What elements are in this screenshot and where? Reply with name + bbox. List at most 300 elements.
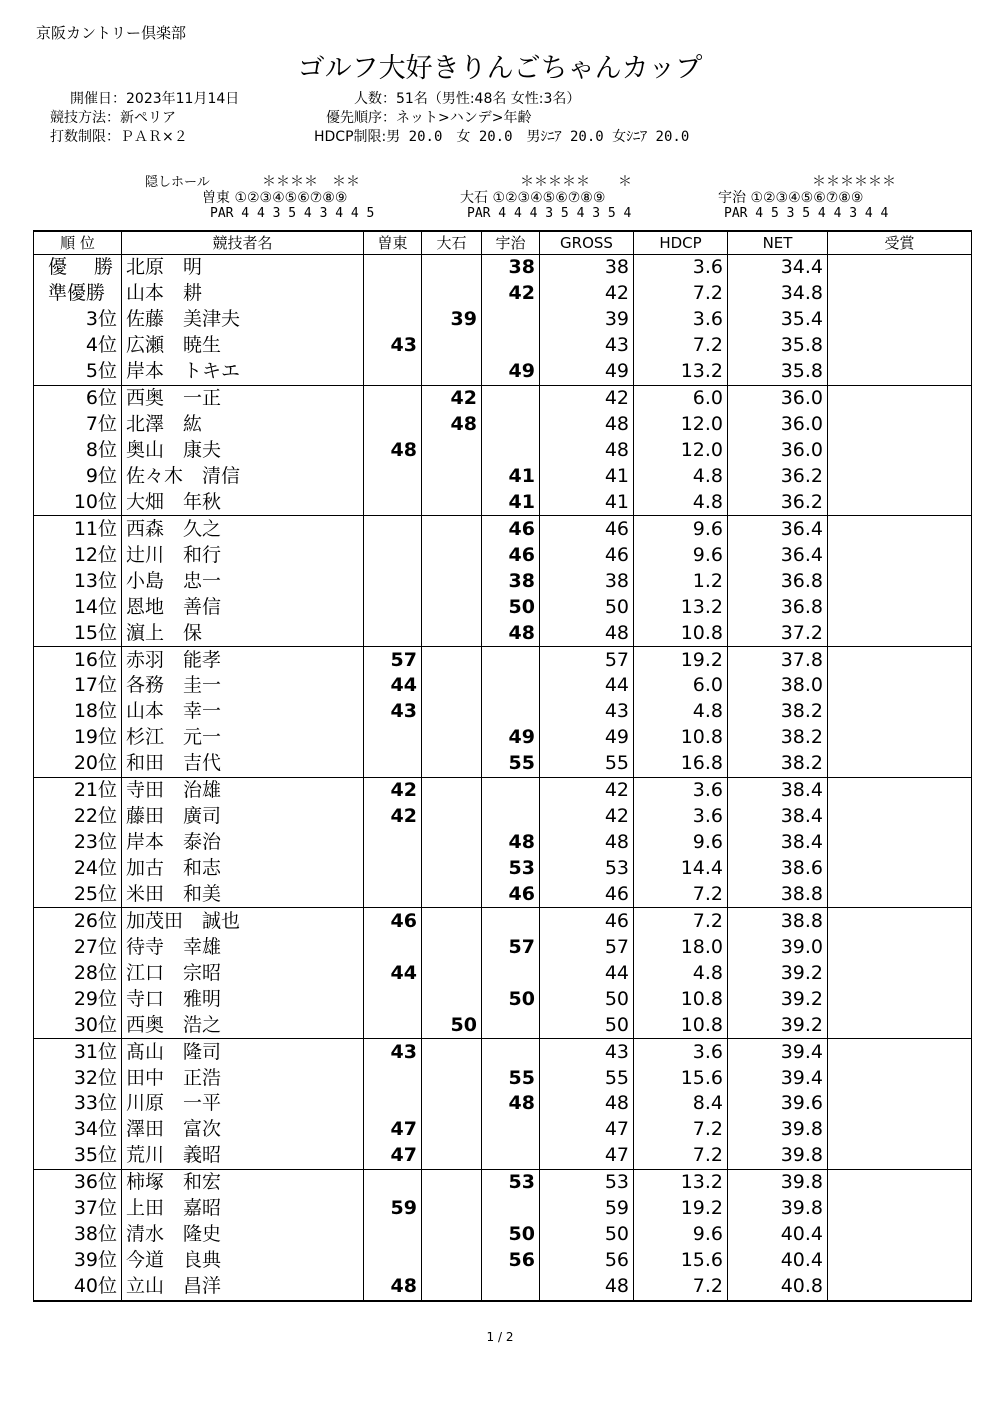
hdcp-value: 19.2 — [634, 1196, 728, 1222]
rank-cell: 26位 — [34, 908, 122, 934]
rank-cell: 12位 — [34, 542, 122, 568]
rank-cell: 30位 — [34, 1012, 122, 1038]
uji-score — [482, 647, 540, 673]
ooishi-score — [422, 516, 482, 542]
name-cell: 米田 和美 — [122, 882, 364, 908]
table-row — [34, 882, 972, 908]
net-score: 39.8 — [728, 1117, 828, 1143]
rank-cell: 27位 — [34, 934, 122, 960]
course-ooishi-par: PAR 4 4 4 3 5 4 3 5 4 — [467, 206, 632, 221]
rank-cell: 20位 — [34, 751, 122, 777]
hdcp-value: 18.0 — [634, 934, 728, 960]
gross-score: 38 — [540, 568, 634, 594]
hdcp-value: 16.8 — [634, 751, 728, 777]
sotou-score: 46 — [364, 908, 422, 934]
course-ooishi-hole-marks: ①②③④⑤⑥⑦⑧⑨ — [492, 190, 606, 206]
net-score: 39.8 — [728, 1143, 828, 1169]
rank-cell: 優 勝 — [34, 255, 122, 281]
award-cell — [828, 516, 972, 542]
table-row — [34, 934, 972, 960]
name-cell: 和田 吉代 — [122, 751, 364, 777]
table-row — [34, 255, 972, 281]
ooishi-score — [422, 1248, 482, 1274]
uji-score: 53 — [482, 856, 540, 882]
name-cell: 澤田 富次 — [122, 1117, 364, 1143]
net-score: 38.2 — [728, 725, 828, 751]
rank-cell: 3位 — [34, 307, 122, 333]
award-cell — [828, 725, 972, 751]
name-cell: 大畑 年秋 — [122, 489, 364, 515]
ooishi-score: 39 — [422, 307, 482, 333]
net-score: 36.0 — [728, 412, 828, 438]
ooishi-score — [422, 594, 482, 620]
net-score: 35.8 — [728, 359, 828, 385]
hdcp-value: 13.2 — [634, 594, 728, 620]
table-row — [34, 1196, 972, 1222]
gross-score: 55 — [540, 1065, 634, 1091]
hdcp-value: 15.6 — [634, 1065, 728, 1091]
name-cell: 辻川 和行 — [122, 542, 364, 568]
net-score: 37.8 — [728, 647, 828, 673]
uji-score: 41 — [482, 489, 540, 515]
hdcp-value: 14.4 — [634, 856, 728, 882]
award-cell — [828, 986, 972, 1012]
hdcp-value: 9.6 — [634, 516, 728, 542]
gross-score: 41 — [540, 489, 634, 515]
name-cell: 髙山 隆司 — [122, 1039, 364, 1065]
table-row — [34, 333, 972, 359]
award-cell — [828, 1143, 972, 1169]
rank-cell: 4位 — [34, 333, 122, 359]
table-row — [34, 1065, 972, 1091]
hdcp-value: 4.8 — [634, 464, 728, 490]
gross-score: 59 — [540, 1196, 634, 1222]
uji-score: 48 — [482, 1091, 540, 1117]
info-count-row — [354, 88, 580, 108]
sotou-score — [364, 568, 422, 594]
table-row — [34, 359, 972, 385]
uji-score — [482, 777, 540, 803]
rank-cell: 14位 — [34, 594, 122, 620]
name-cell: 川原 一平 — [122, 1091, 364, 1117]
header-uji: 宇治 — [482, 231, 540, 255]
ooishi-score — [422, 359, 482, 385]
rank-cell: 9位 — [34, 464, 122, 490]
gross-score: 43 — [540, 699, 634, 725]
name-cell: 寺田 治雄 — [122, 777, 364, 803]
info-date-row — [70, 88, 239, 108]
uji-score: 49 — [482, 725, 540, 751]
sotou-score — [364, 751, 422, 777]
sotou-score — [364, 882, 422, 908]
sotou-score: 47 — [364, 1117, 422, 1143]
gross-score: 50 — [540, 1012, 634, 1038]
uji-score: 38 — [482, 255, 540, 281]
gross-score: 42 — [540, 281, 634, 307]
net-score: 39.6 — [728, 1091, 828, 1117]
name-cell: 岸本 泰治 — [122, 830, 364, 856]
sotou-score — [364, 385, 422, 411]
hdcp-value: 7.2 — [634, 1274, 728, 1301]
net-score: 38.4 — [728, 777, 828, 803]
rank-cell: 18位 — [34, 699, 122, 725]
gross-score: 48 — [540, 1274, 634, 1301]
table-row — [34, 594, 972, 620]
ooishi-score — [422, 1222, 482, 1248]
uji-score: 50 — [482, 986, 540, 1012]
table-row — [34, 1117, 972, 1143]
table-row — [34, 307, 972, 333]
ooishi-score — [422, 1065, 482, 1091]
award-cell — [828, 1222, 972, 1248]
net-score: 36.8 — [728, 594, 828, 620]
gross-score: 44 — [540, 960, 634, 986]
gross-score: 44 — [540, 673, 634, 699]
name-cell: 恩地 善信 — [122, 594, 364, 620]
sotou-score — [364, 359, 422, 385]
sotou-score — [364, 856, 422, 882]
net-score: 36.4 — [728, 542, 828, 568]
ooishi-score: 42 — [422, 385, 482, 411]
sotou-score: 44 — [364, 673, 422, 699]
gross-score: 42 — [540, 804, 634, 830]
award-cell — [828, 281, 972, 307]
hidden-stars-uji: ＊＊＊＊＊＊ — [812, 174, 896, 190]
rank-cell: 32位 — [34, 1065, 122, 1091]
table-row — [34, 489, 972, 515]
table-row — [34, 1012, 972, 1038]
name-cell: 西奥 一正 — [122, 385, 364, 411]
hdcp-value: 10.8 — [634, 620, 728, 646]
net-score: 36.2 — [728, 464, 828, 490]
info-hdcp-row — [314, 126, 689, 146]
gross-score: 43 — [540, 333, 634, 359]
table-row — [34, 542, 972, 568]
uji-score — [482, 804, 540, 830]
gross-score: 39 — [540, 307, 634, 333]
ooishi-score — [422, 882, 482, 908]
net-score: 38.8 — [728, 908, 828, 934]
net-score: 38.8 — [728, 882, 828, 908]
gross-score: 48 — [540, 830, 634, 856]
hdcp-value: 13.2 — [634, 359, 728, 385]
name-cell: 濵上 保 — [122, 620, 364, 646]
award-cell — [828, 359, 972, 385]
table-row — [34, 751, 972, 777]
uji-score — [482, 1143, 540, 1169]
sotou-score — [364, 542, 422, 568]
sotou-score — [364, 1248, 422, 1274]
course-uji-par: PAR 4 5 3 5 4 4 3 4 4 — [724, 206, 889, 221]
name-cell: 赤羽 能孝 — [122, 647, 364, 673]
ooishi-score — [422, 1196, 482, 1222]
ooishi-score — [422, 438, 482, 464]
gross-score: 53 — [540, 856, 634, 882]
hdcp-value: 7.2 — [634, 908, 728, 934]
sotou-score — [364, 1012, 422, 1038]
uji-score: 46 — [482, 542, 540, 568]
net-score: 37.2 — [728, 620, 828, 646]
course-sotou-hole-marks: ①②③④⑤⑥⑦⑧⑨ — [234, 190, 348, 206]
results-table — [33, 230, 972, 1302]
uji-score: 57 — [482, 934, 540, 960]
rank-cell: 15位 — [34, 620, 122, 646]
net-score: 35.8 — [728, 333, 828, 359]
rank-cell: 17位 — [34, 673, 122, 699]
sotou-score — [364, 725, 422, 751]
table-row — [34, 725, 972, 751]
uji-score — [482, 1039, 540, 1065]
sotou-score — [364, 1169, 422, 1195]
rank-cell: 19位 — [34, 725, 122, 751]
award-cell — [828, 1274, 972, 1301]
name-cell: 奥山 康夫 — [122, 438, 364, 464]
course-uji-holes — [718, 187, 863, 207]
uji-score — [482, 307, 540, 333]
table-row — [34, 960, 972, 986]
ooishi-score — [422, 830, 482, 856]
uji-score — [482, 385, 540, 411]
ooishi-score — [422, 856, 482, 882]
ooishi-score — [422, 908, 482, 934]
name-cell: 北澤 紘 — [122, 412, 364, 438]
hdcp-value: 9.6 — [634, 830, 728, 856]
sotou-score — [364, 255, 422, 281]
table-row — [34, 699, 972, 725]
table-row — [34, 385, 972, 411]
gross-score: 38 — [540, 255, 634, 281]
header-hdcp: HDCP — [634, 231, 728, 255]
ooishi-score — [422, 542, 482, 568]
uji-score — [482, 1274, 540, 1301]
ooishi-score — [422, 647, 482, 673]
award-cell — [828, 934, 972, 960]
ooishi-score — [422, 464, 482, 490]
rank-cell: 準優勝 — [34, 281, 122, 307]
sotou-score: 42 — [364, 804, 422, 830]
gross-score: 42 — [540, 385, 634, 411]
table-row — [34, 1169, 972, 1195]
table-row — [34, 1143, 972, 1169]
uji-score — [482, 438, 540, 464]
gross-score: 47 — [540, 1117, 634, 1143]
ooishi-score — [422, 1117, 482, 1143]
name-cell: 今道 良典 — [122, 1248, 364, 1274]
net-score: 40.8 — [728, 1274, 828, 1301]
sotou-score: 43 — [364, 333, 422, 359]
info-date-label: 開催日： — [70, 91, 126, 107]
info-count-label: 人数： — [354, 91, 396, 107]
award-cell — [828, 856, 972, 882]
info-date: 2023年11月14日 — [126, 91, 240, 107]
rank-cell: 33位 — [34, 1091, 122, 1117]
award-cell — [828, 960, 972, 986]
course-sotou-name: 曽東 — [202, 190, 230, 206]
award-cell — [828, 1248, 972, 1274]
uji-score: 46 — [482, 882, 540, 908]
net-score: 35.4 — [728, 307, 828, 333]
rank-cell: 24位 — [34, 856, 122, 882]
uji-score: 41 — [482, 464, 540, 490]
table-row — [34, 568, 972, 594]
table-row — [34, 438, 972, 464]
rank-cell: 35位 — [34, 1143, 122, 1169]
hdcp-value: 7.2 — [634, 1143, 728, 1169]
uji-score — [482, 412, 540, 438]
ooishi-score — [422, 568, 482, 594]
hdcp-value: 3.6 — [634, 804, 728, 830]
ooishi-score — [422, 281, 482, 307]
ooishi-score — [422, 725, 482, 751]
name-cell: 西奥 浩之 — [122, 1012, 364, 1038]
hidden-holes-label: 隠しホール — [145, 175, 210, 190]
award-cell — [828, 568, 972, 594]
course-sotou-holes — [202, 187, 347, 207]
table-row — [34, 1039, 972, 1065]
info-count: 51名（男性:48名 女性:3名） — [396, 91, 581, 107]
name-cell: 寺口 雅明 — [122, 986, 364, 1012]
rank-cell: 16位 — [34, 647, 122, 673]
ooishi-score — [422, 751, 482, 777]
name-cell: 加茂田 誠也 — [122, 908, 364, 934]
award-cell — [828, 1012, 972, 1038]
sotou-score — [364, 489, 422, 515]
name-cell: 北原 明 — [122, 255, 364, 281]
hdcp-value: 13.2 — [634, 1169, 728, 1195]
uji-score — [482, 1196, 540, 1222]
name-cell: 佐藤 美津夫 — [122, 307, 364, 333]
ooishi-score — [422, 1039, 482, 1065]
rank-cell: 25位 — [34, 882, 122, 908]
rank-cell: 28位 — [34, 960, 122, 986]
uji-score: 50 — [482, 594, 540, 620]
gross-score: 42 — [540, 777, 634, 803]
course-uji-name: 宇治 — [718, 190, 746, 206]
uji-score: 55 — [482, 751, 540, 777]
sotou-score: 43 — [364, 699, 422, 725]
table-row — [34, 673, 972, 699]
net-score: 38.2 — [728, 699, 828, 725]
award-cell — [828, 699, 972, 725]
table-header-row — [34, 231, 972, 255]
gross-score: 48 — [540, 620, 634, 646]
name-cell: 山本 耕 — [122, 281, 364, 307]
award-cell — [828, 1065, 972, 1091]
award-cell — [828, 1117, 972, 1143]
hidden-stars-sotou: ＊＊＊＊ ＊＊ — [262, 174, 360, 190]
award-cell — [828, 307, 972, 333]
info-limit: ＰＡＲ×２ — [120, 129, 188, 145]
rank-cell: 10位 — [34, 489, 122, 515]
table-row — [34, 1248, 972, 1274]
table-row — [34, 516, 972, 542]
ooishi-score — [422, 1143, 482, 1169]
hdcp-value: 9.6 — [634, 1222, 728, 1248]
sotou-score — [364, 307, 422, 333]
ooishi-score — [422, 960, 482, 986]
hdcp-value: 1.2 — [634, 568, 728, 594]
header-net: NET — [728, 231, 828, 255]
ooishi-score — [422, 699, 482, 725]
award-cell — [828, 333, 972, 359]
net-score: 36.2 — [728, 489, 828, 515]
hdcp-value: 7.2 — [634, 1117, 728, 1143]
gross-score: 49 — [540, 359, 634, 385]
award-cell — [828, 908, 972, 934]
name-cell: 清水 隆史 — [122, 1222, 364, 1248]
sotou-score: 57 — [364, 647, 422, 673]
uji-score: 46 — [482, 516, 540, 542]
rank-cell: 29位 — [34, 986, 122, 1012]
hdcp-value: 3.6 — [634, 307, 728, 333]
award-cell — [828, 542, 972, 568]
award-cell — [828, 464, 972, 490]
sotou-score — [364, 464, 422, 490]
hidden-stars-ooishi: ＊＊＊＊＊ ＊ — [520, 174, 632, 190]
hdcp-value: 12.0 — [634, 438, 728, 464]
gross-score: 46 — [540, 882, 634, 908]
sotou-score: 48 — [364, 1274, 422, 1301]
net-score: 39.2 — [728, 986, 828, 1012]
uji-score: 55 — [482, 1065, 540, 1091]
hdcp-value: 3.6 — [634, 255, 728, 281]
award-cell — [828, 673, 972, 699]
rank-cell: 11位 — [34, 516, 122, 542]
table-row — [34, 412, 972, 438]
gross-score: 48 — [540, 412, 634, 438]
net-score: 34.8 — [728, 281, 828, 307]
hdcp-value: 7.2 — [634, 281, 728, 307]
course-ooishi-name: 大石 — [460, 190, 488, 206]
info-method-label: 競技方法： — [50, 110, 120, 126]
gross-score: 43 — [540, 1039, 634, 1065]
rank-cell: 8位 — [34, 438, 122, 464]
hdcp-value: 7.2 — [634, 882, 728, 908]
sotou-score — [364, 412, 422, 438]
award-cell — [828, 489, 972, 515]
table-row — [34, 1274, 972, 1301]
uji-score — [482, 960, 540, 986]
net-score: 36.0 — [728, 385, 828, 411]
ooishi-score — [422, 255, 482, 281]
uji-score — [482, 1012, 540, 1038]
hdcp-value: 10.8 — [634, 725, 728, 751]
award-cell — [828, 830, 972, 856]
net-score: 39.8 — [728, 1169, 828, 1195]
sotou-score — [364, 1091, 422, 1117]
info-hdcp-label: HDCP制限: — [314, 129, 387, 145]
sotou-score: 43 — [364, 1039, 422, 1065]
award-cell — [828, 1196, 972, 1222]
gross-score: 47 — [540, 1143, 634, 1169]
ooishi-score — [422, 1091, 482, 1117]
net-score: 39.0 — [728, 934, 828, 960]
ooishi-score — [422, 673, 482, 699]
sotou-score — [364, 830, 422, 856]
gross-score: 57 — [540, 647, 634, 673]
sotou-score: 48 — [364, 438, 422, 464]
uji-score: 48 — [482, 830, 540, 856]
name-cell: 西森 久之 — [122, 516, 364, 542]
sotou-score: 44 — [364, 960, 422, 986]
rank-cell: 5位 — [34, 359, 122, 385]
gross-score: 46 — [540, 542, 634, 568]
uji-score — [482, 699, 540, 725]
rank-cell: 38位 — [34, 1222, 122, 1248]
rank-cell: 34位 — [34, 1117, 122, 1143]
sotou-score — [364, 986, 422, 1012]
uji-score: 56 — [482, 1248, 540, 1274]
